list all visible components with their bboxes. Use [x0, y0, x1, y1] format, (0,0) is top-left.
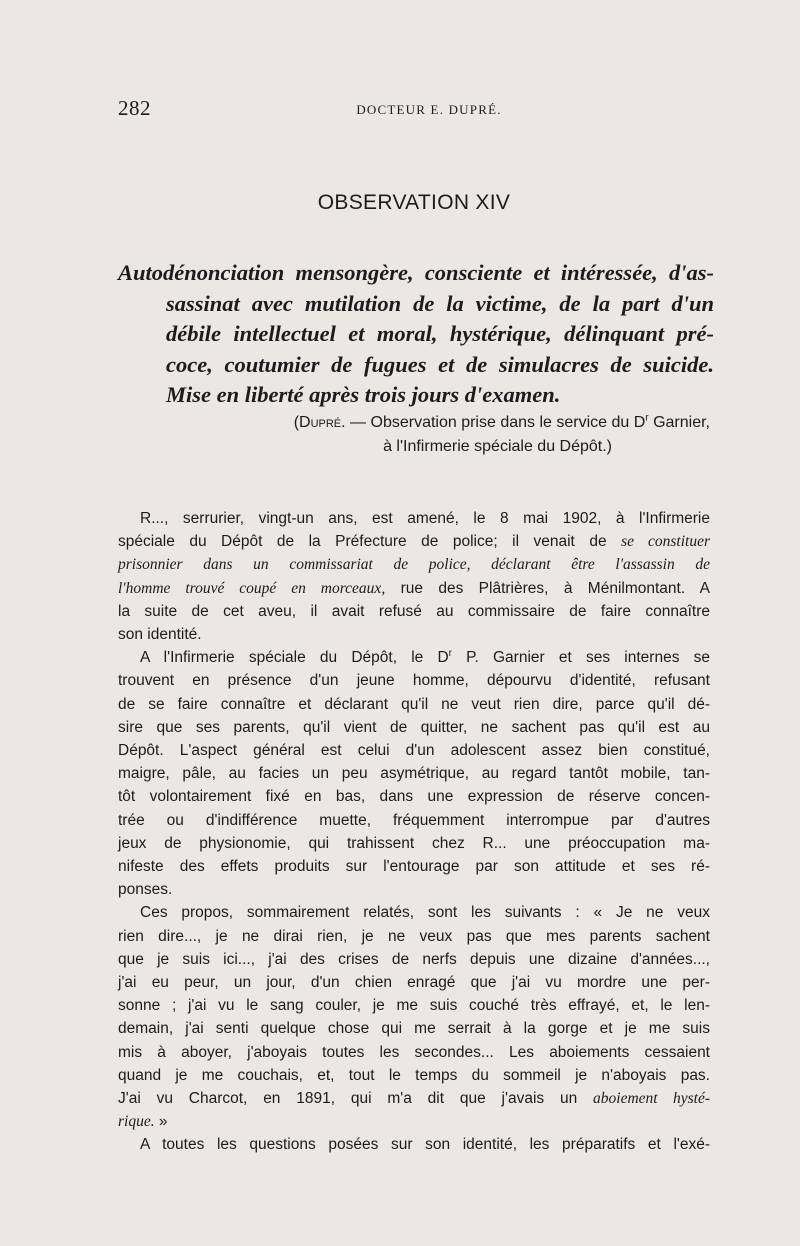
text-line: l'homme trouvé coupé en morceaux, rue des Plâtrières, à Ménilmontant. A: [118, 579, 711, 597]
text-line: trée ou d'indifférence muette, fréquemment interrompue par d'autres: [118, 811, 710, 829]
text-line: maigre, pâle, au facies un peu asymétrique, au regard tantôt mobile, tan-: [118, 765, 710, 783]
observation-subtitle: [118, 258, 714, 411]
text-line: j'ai eu peur, un jour, d'un chien enragé que j'ai vu mordre une per-: [118, 974, 710, 992]
text-line: J'ai vu Charcot, en 1891, qui m'a dit que j'avais un aboiement hysté-: [118, 1090, 710, 1108]
source-citation: [118, 411, 710, 459]
text-line: sonne ; j'ai vu le sang couler, je me suis couché très effrayé, et, le len-: [118, 997, 710, 1015]
text-line: sire que ses parents, qu'il vient de quitter, ne sachent pas qu'il est au: [118, 718, 710, 736]
text-line: rien dire..., je ne dirai rien, je ne veux pas que mes parents sachent: [118, 927, 710, 945]
subtitle-line: sassinat avec mutilation de la victime, de la part d'un: [166, 290, 714, 316]
text-line: Ces propos, sommairement relatés, sont les suivants : « Je ne veux: [140, 904, 710, 922]
page-header: [118, 96, 710, 126]
text-line: trouvent en présence d'un jeune homme, dépourvu d'identité, refusant: [118, 672, 710, 690]
text-line: ponses.: [118, 881, 173, 899]
text-line: la suite de cet aveu, il avait refusé au commissaire de faire connaître: [118, 602, 710, 620]
text-line: tôt volontairement fixé en bas, dans une expression de réserve concen-: [118, 788, 710, 806]
text-line: quand je me couchais, et, tout le temps du sommeil je n'aboyais pas.: [118, 1066, 710, 1084]
observation-title: OBSERVATION XIV: [317, 191, 511, 214]
subtitle-line: débile intellectuel et moral, hystérique, délinquant pré-: [166, 321, 714, 346]
text-line: A l'Infirmerie spéciale du Dépôt, le $D^r$ P. Garnier et ses internes se: [140, 648, 710, 667]
page-number: 282: [118, 96, 151, 120]
subtitle-line: coce, coutumier de fugues et de simulacres de suicide.: [166, 351, 714, 377]
author-name: Dupré: [299, 414, 342, 431]
source-line-1: (Dupré. — Observation prise dans le service du $D^r$ Garnier,: [293, 412, 710, 431]
body-text: [118, 507, 710, 1157]
text-line: prisonnier dans un commissariat de police, déclarant être l'assassin de: [118, 556, 710, 574]
text-line: que je suis ici..., j'ai des crises de nerfs depuis une dizaine d'années...,: [118, 950, 710, 968]
text-line: nifeste des effets produits sur l'entourage par son attitude et ses ré-: [118, 858, 710, 876]
text-line: demain, j'ai senti quelque chose qui me serrait à la gorge et je me suis: [118, 1020, 710, 1038]
text-line: Dépôt. L'aspect général est celui d'un adolescent assez bien constitué,: [118, 742, 710, 760]
text-line: mis à aboyer, j'aboyais toutes les secondes... Les aboiements cessaient: [118, 1043, 710, 1061]
subtitle-line: Autodénonciation mensongère, consciente et intéressée, d'as-: [118, 260, 714, 285]
source-line-2: à l'Infirmerie spéciale du Dépôt.): [383, 438, 612, 455]
running-title: DOCTEUR E. DUPRÉ.: [356, 102, 502, 117]
text-line: jeux de physionomie, qui trahissent chez R... une préoccupation ma-: [118, 834, 710, 852]
text-line: spéciale du Dépôt de la Préfecture de police; il venait de se constituer: [118, 533, 711, 551]
subtitle-line: Mise en liberté après trois jours d'examen.: [166, 382, 561, 407]
text-line: A toutes les questions posées sur son identité, les préparatifs et l'exé-: [140, 1136, 710, 1154]
text-line: son identité.: [118, 626, 202, 644]
text-line: de se faire connaître et déclarant qu'il ne veut rien dire, parce qu'il dé-: [118, 695, 710, 713]
text-line: rique. »: [118, 1113, 168, 1131]
text-line: R..., serrurier, vingt-un ans, est amené, le 8 mai 1902, à l'Infirmerie: [140, 510, 710, 527]
